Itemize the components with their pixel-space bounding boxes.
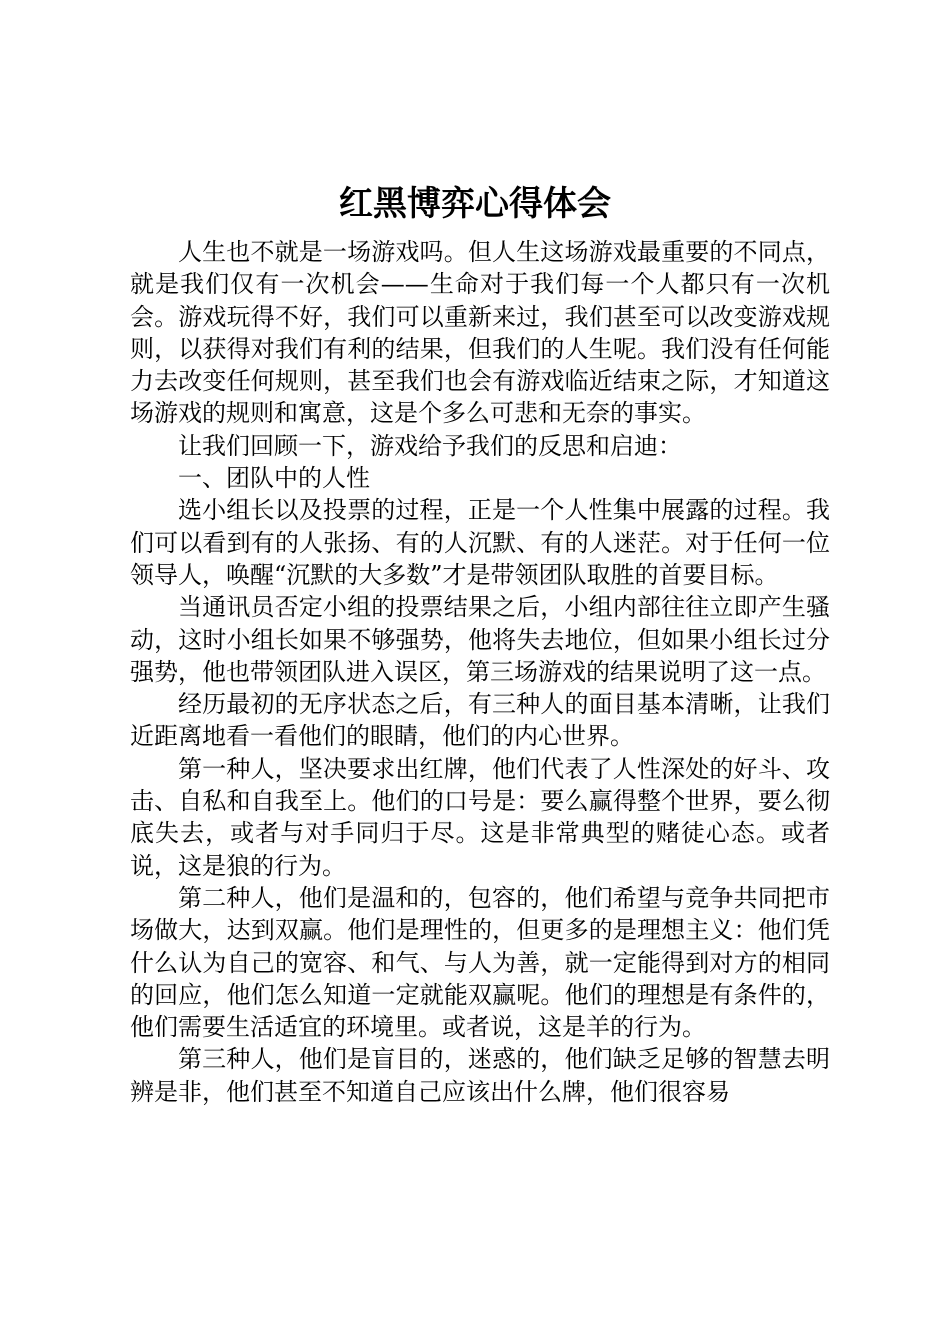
paragraph: 当通讯员否定小组的投票结果之后，小组内部往往立即产生骚动，这时小组长如果不够强势，他将失去地位，但如果小组长过分强势，他也带领团队进入误区，第三场游戏的结果说明了这一点。 — [130, 593, 830, 686]
paragraph: 第三种人，他们是盲目的，迷惑的，他们缺乏足够的智慧去明辨是非，他们甚至不知道自己应该出什么牌，他们很容易 — [130, 1045, 830, 1106]
paragraph: 让我们回顾一下，游戏给予我们的反思和启迪： — [178, 431, 682, 460]
paragraph: 人生也不就是一场游戏吗。但人生这场游戏最重要的不同点，就是我们仅有一次机会——生命对于我们每一个人都只有一次机会。游戏玩得不好，我们可以重新来过，我们甚至可以改变游戏规则，以获得对我们有利的结果，但我们的人生呢。我们没有任何能力去改变任何规则，甚至我们也会有游戏临近结束之际，才知道这场游戏的规则和寓意，这是个多么可悲和无奈的事实。 — [130, 238, 830, 428]
paragraph: 选小组长以及投票的过程，正是一个人性集中展露的过程。我们可以看到有的人张扬、有的人沉默、有的人迷茫。对于任何一位领导人，唤醒“沉默的大多数”才是带领团队取胜的首要目标。 — [130, 496, 830, 589]
paragraph: 第一种人，坚决要求出红牌，他们代表了人性深处的好斗、攻击、自私和自我至上。他们的口号是：要么赢得整个世界，要么彻底失去，或者与对手同归于尽。这是非常典型的赌徒心态。或者说，这是狼的行为。 — [130, 754, 830, 880]
section-heading: 一、团队中的人性 — [178, 464, 370, 493]
document-body — [130, 236, 830, 1108]
paragraph: 经历最初的无序状态之后，有三种人的面目基本清晰，让我们近距离地看一看他们的眼睛，他们的内心世界。 — [130, 690, 830, 751]
paragraph: 第二种人，他们是温和的，包容的，他们希望与竞争共同把市场做大，达到双赢。他们是理性的，但更多的是理想主义：他们凭什么认为自己的宽容、和气、与人为善，就一定能得到对方的相同的回应，他们怎么知道一定就能双赢呢。他们的理想是有条件的，他们需要生活适宜的环境里。或者说，这是羊的行为。 — [130, 883, 830, 1042]
document-title: 红黑博弈心得体会 — [339, 184, 611, 224]
